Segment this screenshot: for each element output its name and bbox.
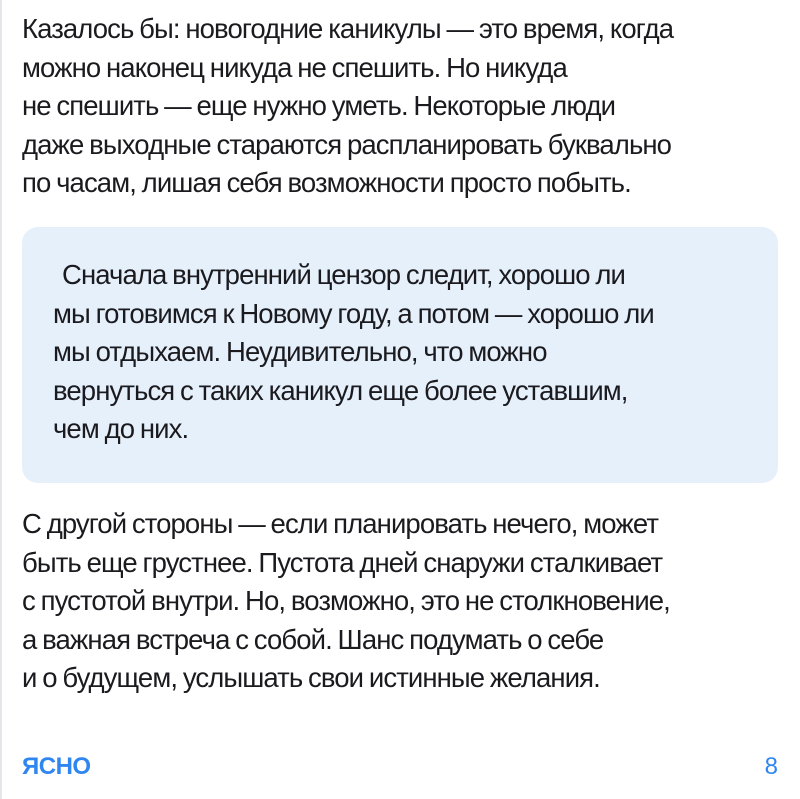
intro-paragraph [22,10,782,203]
paragraph-line: даже выходные стараются распланировать буквально [22,128,672,160]
paragraph-line: с пустотой внутри. Но, возможно, это не столкновение, [22,585,670,616]
paragraph-line: по часам, лишая себя возможности просто побыть. [22,167,631,198]
paragraph-line: быть еще грустнее. Пустота дней снаружи сталкивает [22,546,663,578]
page-edge [0,0,2,799]
paragraph-line: Казалось бы: новогодние каникулы — это время, когда [22,13,674,44]
paragraph-line: и о будущем, услышать свои истинные желания. [22,662,600,693]
paragraph-line: не спешить — еще нужно уметь. Некоторые люди [22,90,616,121]
quote-line: чем до них. [53,413,189,444]
paragraph-line: С другой стороны — если планировать нечего, может [22,508,659,539]
closing-paragraph [22,505,782,698]
quote-line: вернуться с таких каникул еще более уставшим, [53,374,628,406]
quote-line: Сначала внутренний цензор следит, хорошо ли [62,259,626,290]
page-number: 8 [764,753,778,780]
quote-callout-text [53,256,753,449]
paragraph-line: можно наконец никуда не спешить. Но никуда [22,51,567,83]
paragraph-line: а важная встреча с собой. Шанс подумать о себе [22,623,604,655]
brand-logo: ЯСНО [22,753,91,780]
quote-line: мы готовимся к Новому году, а потом — хорошо ли [53,297,654,329]
quote-line: мы отдыхаем. Неудивительно, что можно [53,336,547,367]
